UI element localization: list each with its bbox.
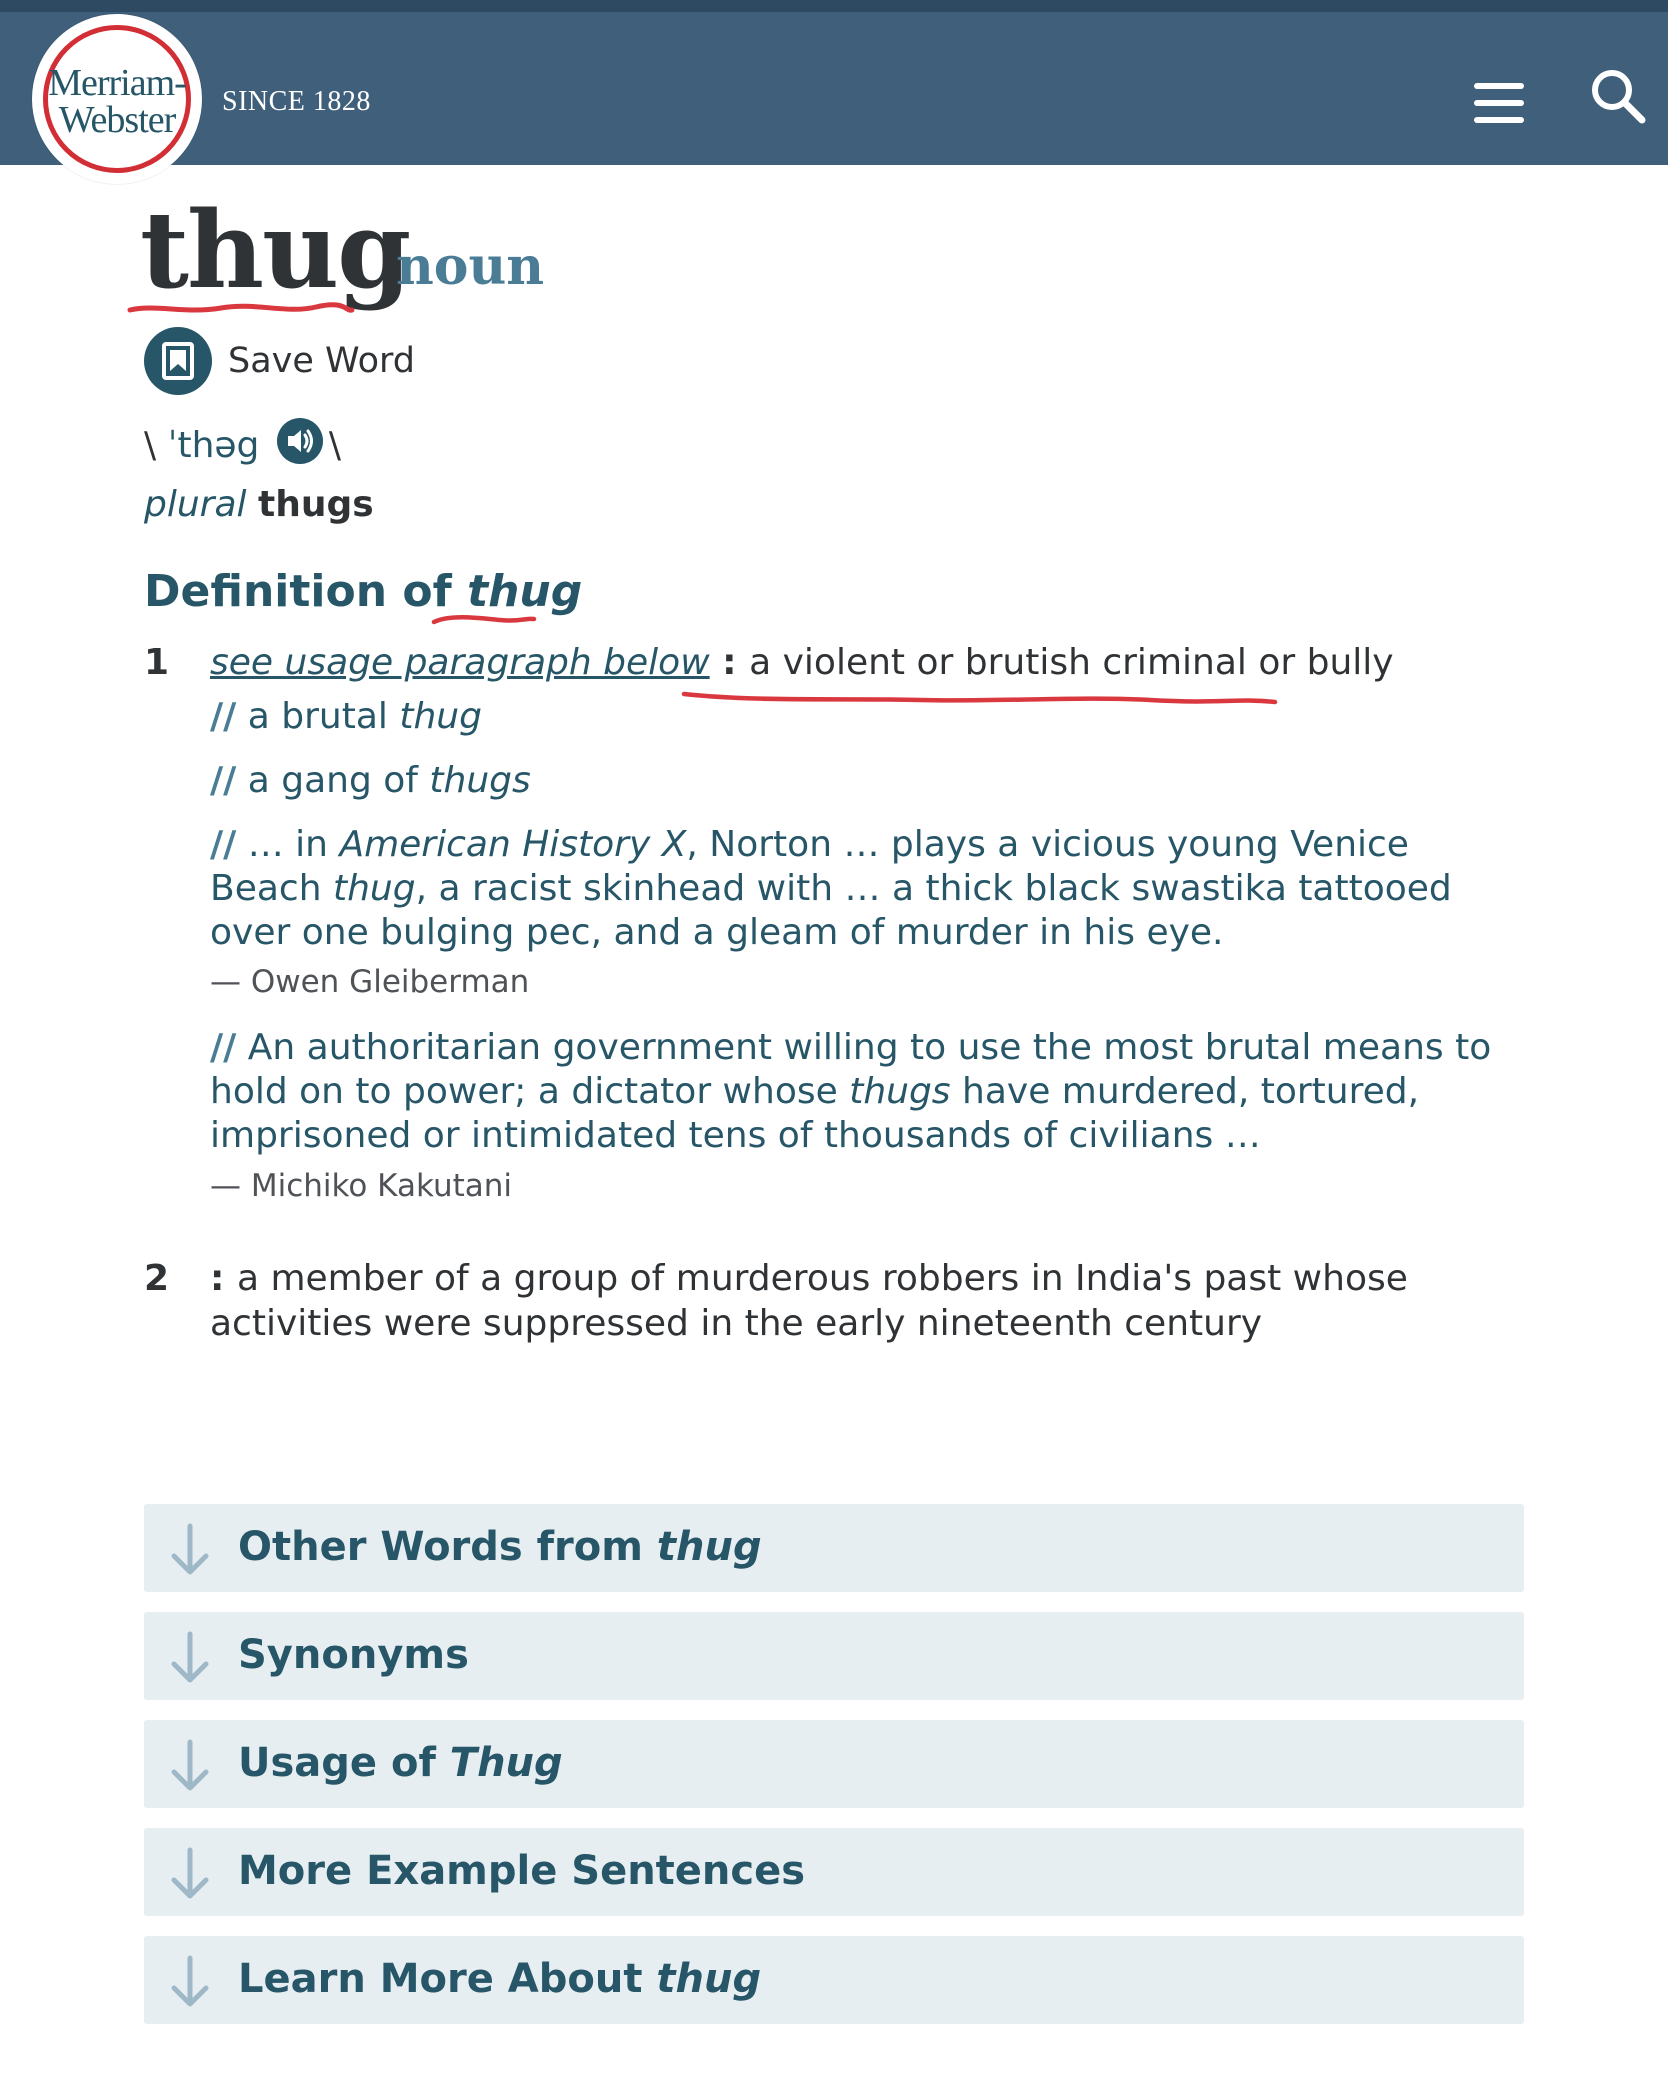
pron-close-slash: \ (328, 425, 341, 466)
section-label-word: thug (656, 1956, 762, 2002)
example-slash: // (210, 1027, 237, 1068)
section-learn-more[interactable] (144, 1936, 1524, 2024)
example-text: have murdered, tortured, imprisoned or intimidated tens of thousands of civilians … (210, 1071, 1420, 1156)
arrow-down-icon (168, 1522, 212, 1578)
example-sentence (210, 759, 1530, 803)
hamburger-menu-icon[interactable] (1474, 83, 1524, 125)
example-sentence (210, 695, 1530, 739)
audio-speaker-icon[interactable] (277, 418, 323, 464)
section-label-text: Learn More About (238, 1956, 657, 2002)
definition-heading-prefix: Definition of (144, 566, 468, 617)
save-word-label: Save Word (228, 341, 415, 381)
headword: thug (140, 187, 410, 312)
sense-number-2: 2 (144, 1258, 170, 1299)
sense-1-definition (210, 642, 1394, 683)
section-synonyms[interactable] (144, 1612, 1524, 1700)
example-slash: // (210, 824, 237, 865)
since-1828-tagline: SINCE 1828 (222, 86, 371, 117)
example-italic: American History X (339, 824, 687, 865)
section-label-text: Synonyms (238, 1632, 469, 1678)
section-label (238, 1956, 761, 2002)
section-other-words[interactable] (144, 1504, 1524, 1592)
save-word-button[interactable] (144, 327, 444, 397)
plural-label: plural (144, 484, 247, 525)
merriam-webster-logo[interactable] (32, 14, 202, 184)
example-italic: thug (332, 868, 416, 909)
example-text: An authoritarian government willing to use the most brutal means to hold on to power; a dictator whose (210, 1027, 1492, 1112)
pron-open-slash: \ (144, 425, 168, 466)
example-italic: thugs (429, 760, 531, 801)
example-text: … in (236, 824, 340, 865)
bookmark-icon (144, 327, 212, 395)
section-label (238, 1632, 469, 1678)
example-text: , a racist skinhead with … a thick black swastika tattooed over one bulging pec, and a gleam of murder in his eye. (210, 868, 1452, 953)
plural-line (144, 484, 374, 525)
site-header (0, 0, 1668, 165)
sense-2-text: a member of a group of murderous robbers in India's past whose activities were suppressed in the early nineteenth century (210, 1258, 1408, 1344)
example-attribution: — Owen Gleiberman (210, 964, 530, 1000)
see-usage-paragraph-link[interactable]: see usage paragraph below (210, 642, 710, 683)
section-label-text: Other Words from (238, 1524, 657, 1570)
sense-number-1: 1 (144, 642, 170, 683)
plural-form: thugs (258, 484, 374, 525)
section-label (238, 1740, 563, 1786)
pronunciation (144, 424, 341, 470)
sense-2-definition (210, 1256, 1540, 1346)
example-slash: // (210, 696, 237, 737)
arrow-down-icon (168, 1630, 212, 1686)
arrow-down-icon (168, 1738, 212, 1794)
arrow-down-icon (168, 1954, 212, 2010)
example-text: a gang of (236, 760, 430, 801)
example-sentence (210, 1026, 1530, 1158)
definition-heading-word: thug (467, 566, 583, 617)
example-italic: thug (399, 696, 482, 737)
example-slash: // (210, 760, 237, 801)
section-label-word: thug (656, 1524, 762, 1570)
example-sentence (210, 823, 1530, 955)
logo-line-2: Webster (58, 99, 176, 141)
example-text: a brutal (236, 696, 400, 737)
sense-1-colon: : (709, 642, 750, 683)
arrow-down-icon (168, 1846, 212, 1902)
section-label (238, 1848, 805, 1894)
section-label (238, 1524, 762, 1570)
definition-heading (144, 566, 582, 617)
part-of-speech: noun (396, 236, 545, 297)
search-icon[interactable] (1588, 66, 1648, 126)
section-usage[interactable] (144, 1720, 1524, 1808)
sense-2-colon: : (210, 1258, 237, 1299)
section-more-examples[interactable] (144, 1828, 1524, 1916)
example-attribution: — Michiko Kakutani (210, 1168, 513, 1204)
example-italic: thugs (849, 1071, 951, 1112)
example-text: , Norton … plays a vicious young Venice Beach (210, 824, 1409, 909)
section-label-text: More Example Sentences (238, 1848, 806, 1894)
section-label-text: Usage of (238, 1740, 450, 1786)
sense-1-text: a violent or brutish criminal or bully (749, 642, 1394, 683)
pronunciation-text: ˈthəg (167, 425, 260, 466)
logo-line-1: Merriam- (48, 62, 186, 104)
section-label-word: Thug (449, 1740, 563, 1786)
